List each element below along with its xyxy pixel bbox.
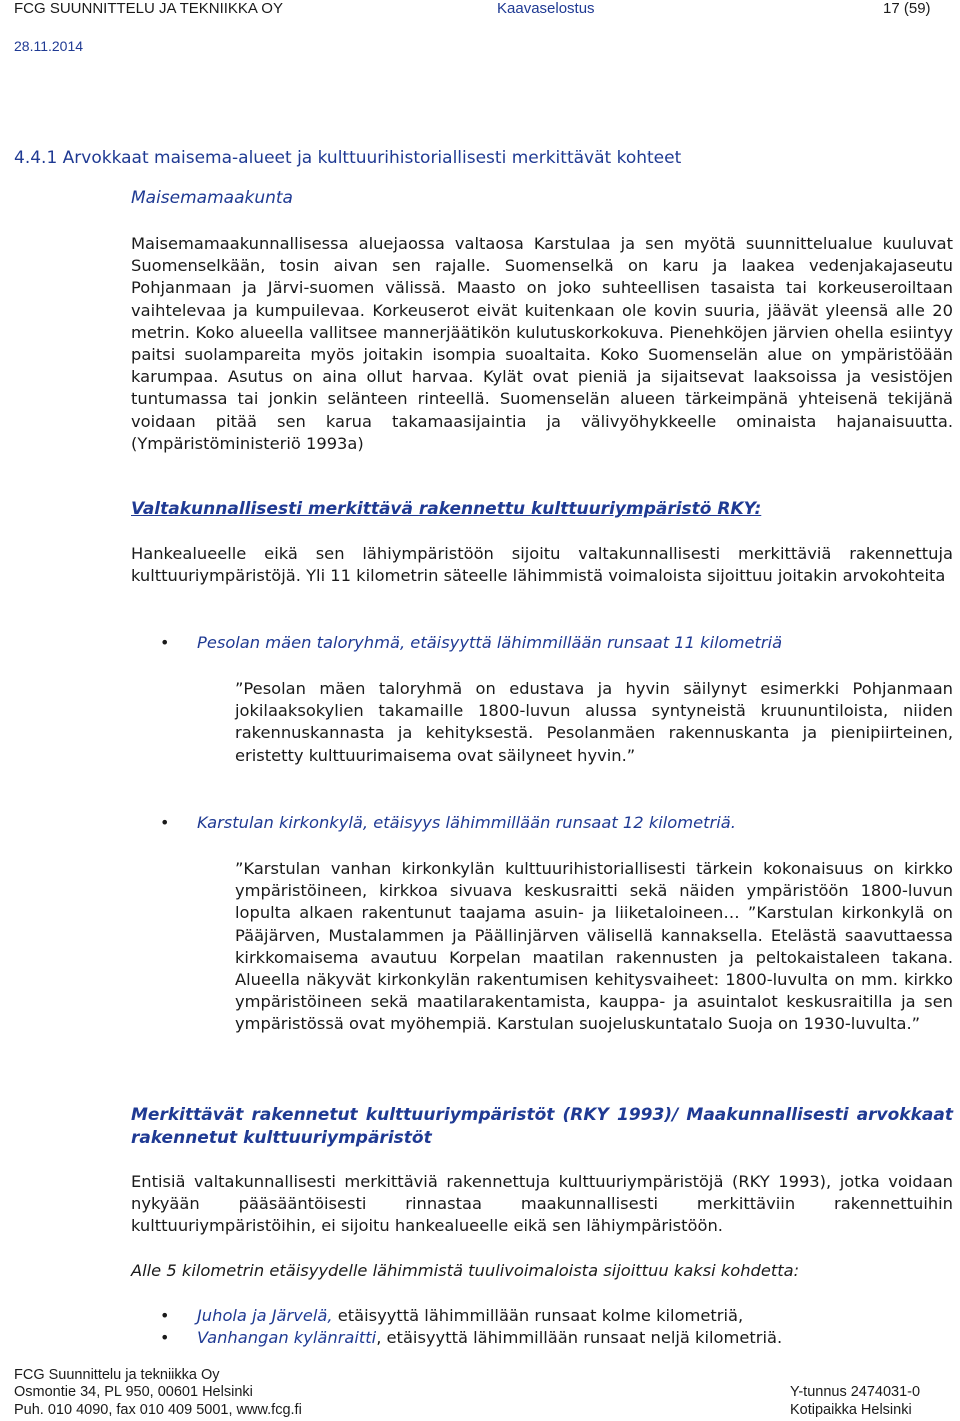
rky-quote-karstula: ”Karstulan vanhan kirkonkylän kulttuurihistoriallisesti tärkein kokonaisuus on kirkko ympäristöineen, kirkkoa sivuava keskusraitti sekä näiden ympäristöön 1800-luvun lopulta alkaen rakentunut taajama asuin- ja liiketaloineen… ”Karstulan kirkonkylä on Pääjärven, Mustalammen ja Päällinjärven välisellä kannaksella. Etelästä saavuttaessa kirkkomaisema avautuu Korpelan maatilan rakennusten ja peltokaistaleen takana. Alueella näkyvät kirkonkylän rakentumisen kehitysvaiheet: 1800-luvulta on mm. kirkko ympäristöineen sekä maatilarakentamista, kauppa- ja asuintalot keskusraitilla ja sen ympäristössä ovat myöhempiä. Karstulan suojeluskuntatalo Suoja on 1930-luvulta.”: [235, 859, 953, 1034]
rky-quote-pesola: ”Pesolan mäen taloryhmä on edustava ja hyvin säilynyt esimerkki Pohjanmaan jokilaaksokylien takamaille 1800-luvun alussa syntyneistä kruununtiloista, niiden rakennuskannasta ja kehityksestä. Pesolanmäen rakennuskanta ja pienipiirteinen, eristetty kulttuurimaisema ovat säilyneet hyvin.”: [235, 679, 953, 765]
regional-item-distance: etäisyyttä lähimmillään runsaat kolme kilometriä,: [332, 1306, 744, 1325]
header-date: 28.11.2014: [14, 38, 84, 54]
regional-item-name: Juhola ja Järvelä,: [197, 1306, 333, 1325]
regional-item: [197, 1328, 782, 1347]
rky-item-karstula: Karstulan kirkonkylä, etäisyys lähimmillään runsaat 12 kilometriä.: [197, 813, 736, 832]
header-page-number: 17 (59): [883, 0, 931, 17]
footer-domicile: Kotipaikka Helsinki: [790, 1402, 912, 1418]
regional-paragraph: Entisiä valtakunnallisesti merkittäviä rakennettuja kulttuuriympäristöjä (RKY 1993), jotka voidaan nykyään pääsääntöisesti rinnastaa maakunnallisesti merkittäviin rakennettuihin kulttuuriympäristöihin, ei sijoitu hankealueelle eikä sen lähiympäristöön.: [131, 1172, 953, 1236]
footer-business-id: Y-tunnus 2474031-0: [790, 1384, 921, 1400]
regional-item-distance: , etäisyyttä lähimmillään runsaat neljä kilometriä.: [376, 1328, 783, 1347]
rky-item-pesola: Pesolan mäen taloryhmä, etäisyyttä lähimmillään runsaat 11 kilometriä: [197, 633, 783, 652]
section-heading: 4.4.1 Arvokkaat maisema-alueet ja kulttuurihistoriallisesti merkittävät kohteet: [14, 148, 682, 168]
rky-paragraph: Hankealueelle eikä sen lähiympäristöön sijoitu valtakunnallisesti merkittäviä rakennettuja kulttuuriympäristöjä. Yli 11 kilometrin säteelle lähimmistä voimaloista sijoittuu joitakin arvokohteita: [131, 544, 953, 586]
bullet-icon: •: [160, 1328, 170, 1347]
footer-phone: Puh. 010 4090, fax 010 409 5001, www.fcg.fi: [14, 1402, 302, 1418]
landscape-paragraph: Maisemamaakunnallisessa aluejaossa valtaosa Karstulaa ja sen myötä suunnittelualue kuuluvat Suomenselkään, tosin aivan sen rajalle. Suomenselkä on karu ja laakea vedenjakajaseutu Pohjanmaan ja Järvi-suomen välissä. Maasto on joko suhteellisen tasaista tai korkeuseroiltaan vaihtelevaa ja kumpuilevaa. Korkeuserot eivät kuitenkaan ole kovin suuria, jäävät yleensä alle 20 metrin. Koko alueella vallitsee mannerjäätikön kulutuskorkokuva. Pienehköjen järvien ohella esiintyy paitsi suolampareita myös joitakin isompia suoaltaita. Koko Suomenselän alue on ympäristöään karumpaa. Asutus on aina ollut harvaa. Kylät ovat pieniä ja sijaitsevat laaksoissa ja vesistöjen tuntumassa tai jonkin selänteen rinteellä. Suomenselän alueen tärkeimpänä yhteisenä tekijänä voidaan pitää sen karua takamaasijaintia ja välivyöhykkeelle ominaista hajanaisuutta. (Ympäristöministeriö 1993a): [131, 234, 953, 453]
footer-address: Osmontie 34, PL 950, 00601 Helsinki: [14, 1384, 253, 1400]
regional-item-name: Vanhangan kylänraitti: [197, 1328, 377, 1347]
regional-title: Merkittävät rakennetut kulttuuriympäristöt (RKY 1993)/ Maakunnallisesti arvokkaat rakennetut kulttuuriympäristöt: [131, 1105, 953, 1148]
rky-title: Valtakunnallisesti merkittävä rakennettu kulttuuriympäristö RKY:: [131, 499, 762, 519]
regional-intro: Alle 5 kilometrin etäisyydelle lähimmistä tuulivoimaloista sijoittuu kaksi kohdetta:: [131, 1261, 800, 1280]
bullet-icon: •: [160, 633, 170, 652]
header-doc-type: Kaavaselostus: [497, 0, 595, 17]
bullet-icon: •: [160, 813, 170, 832]
header-company: FCG SUUNNITTELU JA TEKNIIKKA OY: [14, 0, 283, 17]
section-subheading: Maisemamaakunta: [131, 188, 293, 208]
regional-item: [197, 1306, 743, 1325]
footer-company: FCG Suunnittelu ja tekniikka Oy: [14, 1367, 220, 1383]
bullet-icon: •: [160, 1306, 170, 1325]
